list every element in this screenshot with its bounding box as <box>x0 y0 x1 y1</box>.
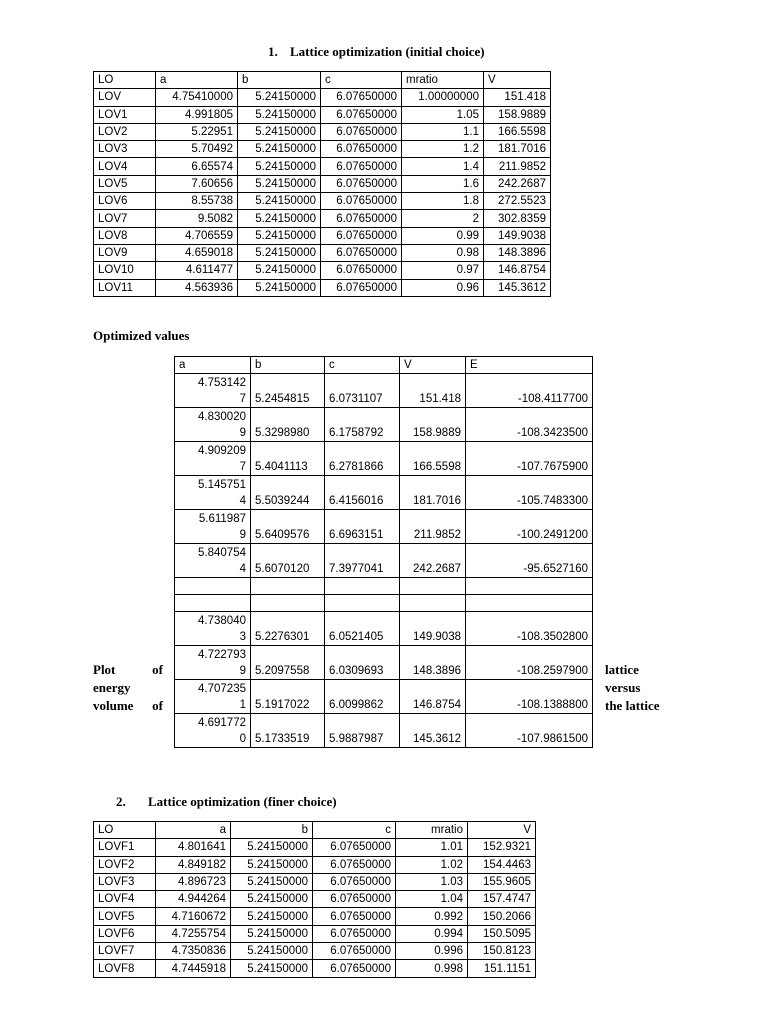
table-cell <box>175 442 251 476</box>
empty-cell <box>400 578 466 595</box>
table-cell: 5.24150000 <box>238 89 321 106</box>
table-row <box>175 646 593 680</box>
table-cell: 148.3896 <box>400 646 466 680</box>
table-cell: 1.01 <box>396 839 468 856</box>
table-cell: -108.2597900 <box>466 646 593 680</box>
column-header: c <box>321 72 402 89</box>
header-row <box>175 357 593 374</box>
value-line: 9 <box>239 665 246 677</box>
table-cell: 4.75410000 <box>156 89 238 106</box>
table-cell: LOV2 <box>94 123 156 140</box>
table-cell: 181.7016 <box>400 476 466 510</box>
table-cell: 0.996 <box>396 943 468 960</box>
value-line: 4 <box>239 563 246 575</box>
column-header: b <box>238 72 321 89</box>
table-cell: 5.9887987 <box>325 714 400 748</box>
table-cell: 149.9038 <box>484 227 551 244</box>
table-cell: 5.3298980 <box>251 408 325 442</box>
table-cell: 4.659018 <box>156 244 238 261</box>
table-row <box>94 908 536 925</box>
table-cell: 6.1758792 <box>325 408 400 442</box>
value-line: 5.840754 <box>198 547 246 559</box>
value-line: 5.145751 <box>198 479 246 491</box>
table-cell: 0.992 <box>396 908 468 925</box>
table-row <box>175 476 593 510</box>
wrapped-value <box>179 613 246 645</box>
table-cell: 5.24150000 <box>231 960 313 977</box>
table-cell: 6.07650000 <box>321 89 402 106</box>
value-line: 3 <box>239 631 246 643</box>
empty-cell <box>251 595 325 612</box>
table-cell: 158.9889 <box>400 408 466 442</box>
caption-word: energy <box>93 680 131 695</box>
table-cell: 7.3977041 <box>325 544 400 578</box>
table-cell: 5.24150000 <box>238 158 321 175</box>
table-cell: 6.07650000 <box>313 908 396 925</box>
value-line: 9 <box>239 427 246 439</box>
table-cell: 5.24150000 <box>231 891 313 908</box>
optimized-values-heading: Optimized values <box>93 328 190 343</box>
table-cell: 211.9852 <box>484 158 551 175</box>
table-row <box>94 262 551 279</box>
table-cell: -108.1388800 <box>466 680 593 714</box>
column-header: V <box>484 72 551 89</box>
table-cell: 0.998 <box>396 960 468 977</box>
column-header: a <box>156 72 238 89</box>
table-cell <box>175 612 251 646</box>
column-header: a <box>175 357 251 374</box>
table-cell: 4.611477 <box>156 262 238 279</box>
caption-word: the lattice <box>605 698 660 713</box>
empty-cell <box>251 578 325 595</box>
table-cell: 5.70492 <box>156 141 238 158</box>
caption-word: lattice <box>605 662 639 677</box>
table-cell: 1.2 <box>402 141 484 158</box>
table-cell: LOV <box>94 89 156 106</box>
table-cell: 5.24150000 <box>238 193 321 210</box>
table-cell: LOVF3 <box>94 873 156 890</box>
table-cell: LOVF2 <box>94 856 156 873</box>
table-cell: 151.1151 <box>468 960 536 977</box>
table-row <box>175 510 593 544</box>
table-row <box>175 612 593 646</box>
table-row <box>94 106 551 123</box>
table-cell: LOVF7 <box>94 943 156 960</box>
table-cell: 0.98 <box>402 244 484 261</box>
table-row <box>175 374 593 408</box>
column-header: LO <box>94 822 156 839</box>
caption-word: of <box>152 698 163 713</box>
table-cell: 6.07650000 <box>321 106 402 123</box>
value-line: 5.611987 <box>198 513 246 525</box>
column-header: b <box>231 822 313 839</box>
table-cell: 6.0731107 <box>325 374 400 408</box>
table-cell: 6.07650000 <box>313 925 396 942</box>
table-cell <box>175 476 251 510</box>
wrapped-value <box>179 477 246 509</box>
table-cell: 6.07650000 <box>321 262 402 279</box>
table-cell: 6.07650000 <box>321 279 402 296</box>
table-cell: 158.9889 <box>484 106 551 123</box>
table-cell: 5.24150000 <box>231 925 313 942</box>
table-row <box>94 193 551 210</box>
section2-heading <box>116 794 337 810</box>
table-cell: 6.4156016 <box>325 476 400 510</box>
table-cell: -107.7675900 <box>466 442 593 476</box>
table-cell: LOV9 <box>94 244 156 261</box>
initial-choice-table <box>93 71 551 297</box>
table-row <box>94 158 551 175</box>
caption-word: Plot <box>93 662 116 677</box>
table-cell: 242.2687 <box>484 175 551 192</box>
table-row <box>175 442 593 476</box>
table-cell: 150.2066 <box>468 908 536 925</box>
table-cell: 5.2097558 <box>251 646 325 680</box>
table-cell: 166.5598 <box>400 442 466 476</box>
table-cell: 272.5523 <box>484 193 551 210</box>
table-cell: 4.944264 <box>156 891 231 908</box>
table-cell: 6.07650000 <box>313 960 396 977</box>
plot-caption-right <box>605 661 660 715</box>
value-line: 4.722793 <box>198 649 246 661</box>
table-row <box>94 943 536 960</box>
table-row <box>94 960 536 977</box>
table-cell: LOVF6 <box>94 925 156 942</box>
table-cell: LOV3 <box>94 141 156 158</box>
section1-heading <box>268 44 485 60</box>
table-cell: 4.706559 <box>156 227 238 244</box>
table-cell: 150.8123 <box>468 943 536 960</box>
table-cell: 5.24150000 <box>238 141 321 158</box>
table-cell: -108.4117700 <box>466 374 593 408</box>
table-cell: LOVF5 <box>94 908 156 925</box>
table-cell: 5.24150000 <box>238 227 321 244</box>
value-line: 7 <box>239 461 246 473</box>
table-row <box>94 141 551 158</box>
table-cell: 2 <box>402 210 484 227</box>
column-header: E <box>466 357 593 374</box>
table-cell: LOV5 <box>94 175 156 192</box>
table-cell: 154.4463 <box>468 856 536 873</box>
table-cell: 155.9605 <box>468 873 536 890</box>
table-cell: 4.896723 <box>156 873 231 890</box>
table-cell: 5.6409576 <box>251 510 325 544</box>
table-cell: LOV7 <box>94 210 156 227</box>
table-cell <box>175 544 251 578</box>
value-line: 4.830020 <box>198 411 246 423</box>
table-cell: 6.07650000 <box>321 158 402 175</box>
table-cell: 181.7016 <box>484 141 551 158</box>
table-cell: 6.0099862 <box>325 680 400 714</box>
table-cell: 242.2687 <box>400 544 466 578</box>
table-cell: 1.4 <box>402 158 484 175</box>
table-cell: 1.05 <box>402 106 484 123</box>
table-cell: 5.24150000 <box>231 856 313 873</box>
column-header: mratio <box>396 822 468 839</box>
table-cell: 5.24150000 <box>238 279 321 296</box>
table-cell <box>175 374 251 408</box>
table-cell: 6.0309693 <box>325 646 400 680</box>
table-cell: 6.07650000 <box>321 141 402 158</box>
table-cell: 5.1917022 <box>251 680 325 714</box>
table-cell: 6.6963151 <box>325 510 400 544</box>
table-cell: 5.24150000 <box>231 908 313 925</box>
table-cell: 6.65574 <box>156 158 238 175</box>
table-cell: 8.55738 <box>156 193 238 210</box>
table-cell: 151.418 <box>484 89 551 106</box>
caption-word: volume <box>93 698 134 713</box>
table-cell: 4.7445918 <box>156 960 231 977</box>
table-cell: 4.849182 <box>156 856 231 873</box>
table-cell: 152.9321 <box>468 839 536 856</box>
table-cell: LOV10 <box>94 262 156 279</box>
value-line: 4.691772 <box>198 717 246 729</box>
table-cell: -95.6527160 <box>466 544 593 578</box>
empty-cell <box>466 595 593 612</box>
table-row <box>175 680 593 714</box>
table-cell: 7.60656 <box>156 175 238 192</box>
table-row <box>94 210 551 227</box>
wrapped-value <box>179 545 246 577</box>
column-header: c <box>313 822 396 839</box>
caption-word: versus <box>605 680 641 695</box>
table-row <box>94 891 536 908</box>
table-cell: 1.00000000 <box>402 89 484 106</box>
section2-title: Lattice optimization (finer choice) <box>148 794 337 809</box>
table-row <box>94 873 536 890</box>
table-cell: 157.4747 <box>468 891 536 908</box>
table-cell: 145.3612 <box>400 714 466 748</box>
table-cell: -105.7483300 <box>466 476 593 510</box>
empty-row <box>175 595 593 612</box>
value-line: 4.753142 <box>198 377 246 389</box>
section1-number: 1. <box>268 44 278 59</box>
table-cell: 1.8 <box>402 193 484 210</box>
table-cell: 5.24150000 <box>231 873 313 890</box>
table-cell: 5.24150000 <box>238 123 321 140</box>
empty-cell <box>466 578 593 595</box>
value-line: 4.738040 <box>198 615 246 627</box>
table-cell: 6.07650000 <box>321 227 402 244</box>
table-cell: 1.03 <box>396 873 468 890</box>
table-cell: 5.24150000 <box>238 244 321 261</box>
wrapped-value <box>179 443 246 475</box>
table-cell: 6.07650000 <box>321 123 402 140</box>
table-row <box>94 175 551 192</box>
table-cell: -107.9861500 <box>466 714 593 748</box>
header-row <box>94 822 536 839</box>
value-line: 1 <box>239 699 246 711</box>
table-row <box>94 244 551 261</box>
header-row <box>94 72 551 89</box>
table-cell: 4.7350836 <box>156 943 231 960</box>
table-cell <box>175 680 251 714</box>
table-row <box>175 544 593 578</box>
table-cell: 149.9038 <box>400 612 466 646</box>
table-cell: LOV8 <box>94 227 156 244</box>
table-cell: 151.418 <box>400 374 466 408</box>
empty-row <box>175 578 593 595</box>
table-cell: 6.0521405 <box>325 612 400 646</box>
table-cell: 4.801641 <box>156 839 231 856</box>
table-row <box>94 227 551 244</box>
caption-word: of <box>152 662 163 677</box>
table-cell: 166.5598 <box>484 123 551 140</box>
table-row <box>94 123 551 140</box>
wrapped-value <box>179 409 246 441</box>
column-header: a <box>156 822 231 839</box>
table-cell: 1.6 <box>402 175 484 192</box>
empty-cell <box>400 595 466 612</box>
table-row <box>94 839 536 856</box>
wrapped-value <box>179 715 246 747</box>
table-cell: 6.07650000 <box>313 943 396 960</box>
value-line: 9 <box>239 529 246 541</box>
table-cell: 1.1 <box>402 123 484 140</box>
table-cell: 6.07650000 <box>313 856 396 873</box>
table-cell: 5.2454815 <box>251 374 325 408</box>
table-cell: 0.99 <box>402 227 484 244</box>
column-header: b <box>251 357 325 374</box>
table-cell: 6.07650000 <box>313 891 396 908</box>
value-line: 7 <box>239 393 246 405</box>
table-cell: 146.8754 <box>400 680 466 714</box>
table-row <box>94 856 536 873</box>
table-cell: 145.3612 <box>484 279 551 296</box>
table-row <box>175 714 593 748</box>
table-cell: LOV11 <box>94 279 156 296</box>
optimized-values-table <box>174 356 593 748</box>
section1-title: Lattice optimization (initial choice) <box>290 44 485 59</box>
table-cell: 5.24150000 <box>238 175 321 192</box>
empty-cell <box>175 595 251 612</box>
table-cell: 5.2276301 <box>251 612 325 646</box>
table-cell: 4.7160672 <box>156 908 231 925</box>
table-cell: -100.2491200 <box>466 510 593 544</box>
table-cell: 4.991805 <box>156 106 238 123</box>
table-cell: 6.07650000 <box>321 193 402 210</box>
table-cell: LOVF1 <box>94 839 156 856</box>
table-cell: LOVF4 <box>94 891 156 908</box>
table-cell: 6.07650000 <box>313 839 396 856</box>
table-cell: 5.24150000 <box>231 839 313 856</box>
table-cell: LOV4 <box>94 158 156 175</box>
table-cell: 6.07650000 <box>321 175 402 192</box>
section2-number: 2. <box>116 794 126 809</box>
table-cell: 5.24150000 <box>238 262 321 279</box>
column-header: c <box>325 357 400 374</box>
table-row <box>94 925 536 942</box>
value-line: 4.707235 <box>198 683 246 695</box>
table-cell: 5.24150000 <box>238 210 321 227</box>
table-cell: 4.563936 <box>156 279 238 296</box>
table-cell: LOV6 <box>94 193 156 210</box>
empty-cell <box>325 595 400 612</box>
table-cell: 5.6070120 <box>251 544 325 578</box>
table-row <box>94 89 551 106</box>
table-cell: 6.07650000 <box>321 244 402 261</box>
table-row <box>175 408 593 442</box>
table-cell <box>175 646 251 680</box>
table-cell: 1.02 <box>396 856 468 873</box>
table-row <box>94 279 551 296</box>
table-cell: LOV1 <box>94 106 156 123</box>
plot-caption-left <box>93 661 163 715</box>
empty-cell <box>175 578 251 595</box>
table-cell: 5.5039244 <box>251 476 325 510</box>
table-cell: 4.7255754 <box>156 925 231 942</box>
value-line: 4 <box>239 495 246 507</box>
table-cell: 5.24150000 <box>231 943 313 960</box>
table-cell: 211.9852 <box>400 510 466 544</box>
table-cell: 6.07650000 <box>321 210 402 227</box>
table-cell: 5.22951 <box>156 123 238 140</box>
table-cell <box>175 408 251 442</box>
wrapped-value <box>179 375 246 407</box>
column-header: V <box>400 357 466 374</box>
finer-choice-table <box>93 821 536 978</box>
table-cell: 6.07650000 <box>313 873 396 890</box>
table-cell: 150.5095 <box>468 925 536 942</box>
table-cell: -108.3502800 <box>466 612 593 646</box>
table-cell <box>175 714 251 748</box>
table-cell: 302.8359 <box>484 210 551 227</box>
table-cell: 148.3896 <box>484 244 551 261</box>
column-header: LO <box>94 72 156 89</box>
table-cell <box>175 510 251 544</box>
table-cell: -108.3423500 <box>466 408 593 442</box>
wrapped-value <box>179 647 246 679</box>
column-header: V <box>468 822 536 839</box>
table-cell: 5.24150000 <box>238 106 321 123</box>
table-cell: 5.1733519 <box>251 714 325 748</box>
value-line: 0 <box>239 733 246 745</box>
table-cell: 0.97 <box>402 262 484 279</box>
table-cell: 6.2781866 <box>325 442 400 476</box>
wrapped-value <box>179 681 246 713</box>
table-cell: 0.96 <box>402 279 484 296</box>
table-cell: 5.4041113 <box>251 442 325 476</box>
table-cell: 9.5082 <box>156 210 238 227</box>
wrapped-value <box>179 511 246 543</box>
table-cell: LOVF8 <box>94 960 156 977</box>
column-header: mratio <box>402 72 484 89</box>
table-cell: 1.04 <box>396 891 468 908</box>
empty-cell <box>325 578 400 595</box>
value-line: 4.909209 <box>198 445 246 457</box>
table-cell: 146.8754 <box>484 262 551 279</box>
table-cell: 0.994 <box>396 925 468 942</box>
